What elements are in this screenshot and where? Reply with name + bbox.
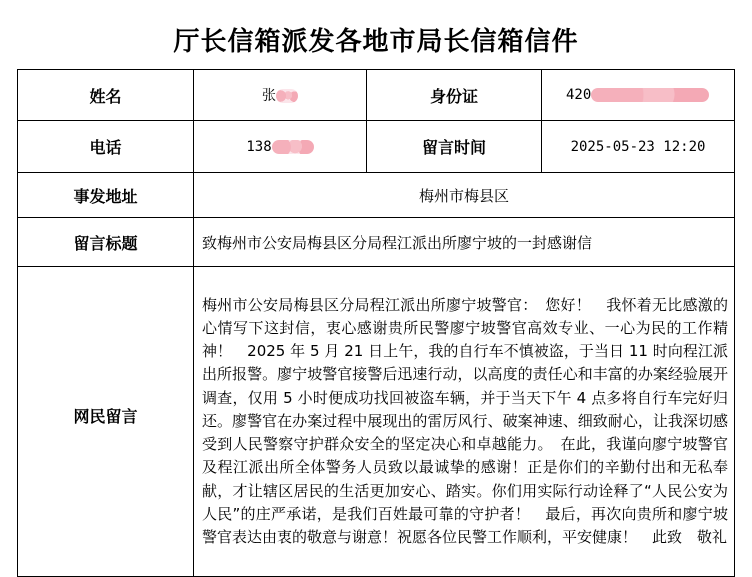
id-card-redaction-mask: [591, 88, 709, 102]
message-time-label: 留言时间: [367, 121, 542, 173]
message-time-value: 2025-05-23 12:20: [542, 121, 735, 173]
letter-form-table: [17, 69, 735, 577]
incident-address-value: 梅州市梅县区: [194, 173, 735, 218]
row-message-title: [18, 218, 735, 267]
message-body-label: 网民留言: [18, 267, 194, 577]
message-body-cell: [194, 267, 735, 577]
row-message-body: [18, 267, 735, 577]
row-incident-address: [18, 173, 735, 218]
name-value: [194, 70, 367, 121]
id-card-label: 身份证: [367, 70, 542, 121]
name-visible-text: 张: [262, 88, 276, 104]
message-title-value: 致梅州市公安局梅县区分局程江派出所廖宁坡的一封感谢信: [194, 218, 735, 267]
incident-address-label: 事发地址: [18, 173, 194, 218]
phone-label: 电话: [18, 121, 194, 173]
document-title: 厅长信箱派发各地市局长信箱信件: [173, 27, 579, 57]
message-title-label: 留言标题: [18, 218, 194, 267]
phone-visible-text: 138: [246, 138, 272, 155]
phone-redaction-mask: [272, 140, 314, 154]
name-label: 姓名: [18, 70, 194, 121]
id-card-value: [542, 70, 735, 121]
name-redaction-mask: [276, 89, 298, 103]
id-card-visible-text: 420: [566, 87, 592, 103]
row-phone-time: [18, 121, 735, 173]
phone-value: [194, 121, 367, 173]
row-name-id: [18, 70, 735, 121]
message-body-text: 梅州市公安局梅县区分局程江派出所廖宁坡警官： 您好！ 我怀着无比感激的心情写下这封信，衷心感谢贵所民警廖宁坡警官高效专业、一心为民的工作精神！ 2025 年 5 月 21 日上午，我的自行车不慎被盗，于当日 11 时向程江派出所报警。廖宁坡警官接警后迅速行动，以高度的责任心和丰富的办案经验展开调查，仅用 5 小时便成功找回被盗车辆，并于当天下午 4 点多将自行车完好归还。廖警官在办案过程中展现出的雷厉风行、破案神速、细致耐心，让我深切感受到人民警察守护群众安全的坚定决心和卓越能力。 在此，我谨向廖宁坡警官及程江派出所全体警务人员致以最诚挚的感谢！正是你们的辛勤付出和无私奉献，才让辖区居民的生活更加安心、踏实。你们用实际行动诠释了“人民公安为人民”的庄严承诺，是我们百姓最可靠的守护者！ 最后，再次向贵所和廖宁坡警官表达由衷的敬意与谢意！祝愿各位民警工作顺利，平安健康！ 此致 敬礼: [202, 295, 728, 546]
